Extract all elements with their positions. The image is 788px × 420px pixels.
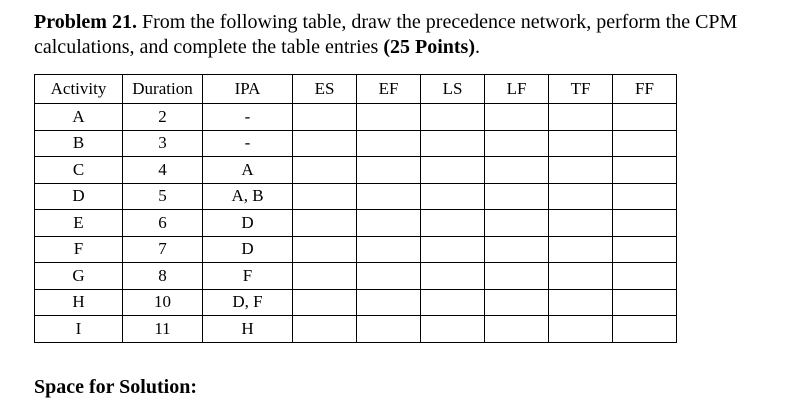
cell-es: [293, 263, 357, 290]
table-row: [35, 236, 677, 263]
table-row: [35, 263, 677, 290]
cell-ls: [421, 210, 485, 237]
cell-lf: [485, 316, 549, 343]
solution-space-label: Space for Solution:: [34, 376, 197, 398]
cell-duration: 11: [123, 316, 203, 343]
cell-tf: [549, 130, 613, 157]
problem-statement: [34, 10, 764, 60]
cell-ipa: -: [203, 104, 293, 131]
header-duration: Duration: [123, 75, 203, 104]
cell-ls: [421, 183, 485, 210]
header-ls: LS: [421, 75, 485, 104]
cell-lf: [485, 157, 549, 184]
cell-es: [293, 289, 357, 316]
cell-ff: [613, 104, 677, 131]
problem-points: (25 Points): [383, 36, 475, 58]
cell-ef: [357, 104, 421, 131]
problem-text: From the following table, draw the precedence network, perform the CPM calculations, and complete the table entries: [34, 11, 738, 58]
cell-duration: 7: [123, 236, 203, 263]
cell-activity: G: [35, 263, 123, 290]
cell-ef: [357, 130, 421, 157]
header-lf: LF: [485, 75, 549, 104]
cell-ls: [421, 157, 485, 184]
table-row: [35, 183, 677, 210]
cell-tf: [549, 104, 613, 131]
cell-ipa: D, F: [203, 289, 293, 316]
header-ipa: IPA: [203, 75, 293, 104]
cell-ipa: A, B: [203, 183, 293, 210]
cell-es: [293, 210, 357, 237]
cell-ef: [357, 316, 421, 343]
cell-tf: [549, 289, 613, 316]
cell-ff: [613, 183, 677, 210]
header-es: ES: [293, 75, 357, 104]
cell-ls: [421, 263, 485, 290]
header-ef: EF: [357, 75, 421, 104]
cell-ipa: F: [203, 263, 293, 290]
cell-tf: [549, 157, 613, 184]
cell-ff: [613, 210, 677, 237]
cell-ipa: D: [203, 210, 293, 237]
cell-activity: H: [35, 289, 123, 316]
cell-ef: [357, 157, 421, 184]
cell-ff: [613, 236, 677, 263]
cell-ls: [421, 104, 485, 131]
cell-lf: [485, 183, 549, 210]
cell-ipa: D: [203, 236, 293, 263]
cell-lf: [485, 104, 549, 131]
cell-tf: [549, 183, 613, 210]
header-ff: FF: [613, 75, 677, 104]
cell-es: [293, 316, 357, 343]
cell-duration: 3: [123, 130, 203, 157]
cell-duration: 10: [123, 289, 203, 316]
cell-ff: [613, 130, 677, 157]
table-header-row: [35, 75, 677, 104]
cell-es: [293, 130, 357, 157]
cell-activity: F: [35, 236, 123, 263]
cell-activity: E: [35, 210, 123, 237]
table-row: [35, 316, 677, 343]
problem-end: .: [474, 36, 480, 58]
cell-ipa: -: [203, 130, 293, 157]
table-row: [35, 130, 677, 157]
cell-duration: 6: [123, 210, 203, 237]
cell-ef: [357, 289, 421, 316]
cell-lf: [485, 130, 549, 157]
cell-es: [293, 104, 357, 131]
header-activity: Activity: [35, 75, 123, 104]
cell-es: [293, 183, 357, 210]
cell-activity: B: [35, 130, 123, 157]
cell-ef: [357, 236, 421, 263]
cell-tf: [549, 236, 613, 263]
cell-tf: [549, 316, 613, 343]
cell-ls: [421, 316, 485, 343]
cell-ff: [613, 157, 677, 184]
cell-duration: 4: [123, 157, 203, 184]
cell-ef: [357, 263, 421, 290]
cell-es: [293, 236, 357, 263]
table-row: [35, 210, 677, 237]
cell-ff: [613, 263, 677, 290]
table-row: [35, 104, 677, 131]
table-row: [35, 157, 677, 184]
table-row: [35, 289, 677, 316]
cell-lf: [485, 289, 549, 316]
cell-duration: 5: [123, 183, 203, 210]
cell-activity: A: [35, 104, 123, 131]
cell-ls: [421, 289, 485, 316]
cell-duration: 8: [123, 263, 203, 290]
problem-label: Problem 21.: [34, 11, 137, 33]
cell-ipa: A: [203, 157, 293, 184]
header-tf: TF: [549, 75, 613, 104]
cell-lf: [485, 263, 549, 290]
cell-lf: [485, 210, 549, 237]
cell-ls: [421, 130, 485, 157]
cell-activity: I: [35, 316, 123, 343]
cell-tf: [549, 210, 613, 237]
cell-ipa: H: [203, 316, 293, 343]
cell-activity: C: [35, 157, 123, 184]
cell-ff: [613, 289, 677, 316]
cpm-table: [34, 74, 677, 343]
cell-ff: [613, 316, 677, 343]
cell-tf: [549, 263, 613, 290]
cell-activity: D: [35, 183, 123, 210]
cell-ef: [357, 210, 421, 237]
cell-es: [293, 157, 357, 184]
cell-duration: 2: [123, 104, 203, 131]
cell-ef: [357, 183, 421, 210]
cell-lf: [485, 236, 549, 263]
cell-ls: [421, 236, 485, 263]
